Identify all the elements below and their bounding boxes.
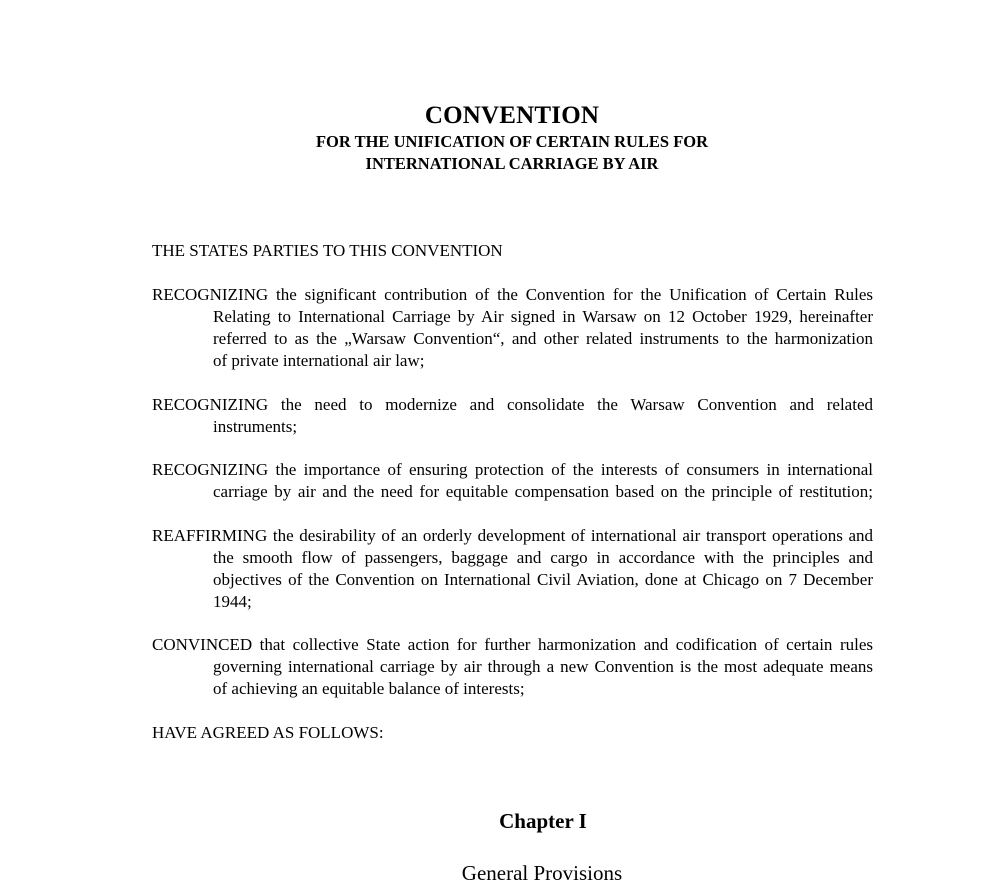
document-subtitle-line-2: INTERNATIONAL CARRIAGE BY AIR bbox=[365, 154, 659, 173]
preamble-clause-reaffirming bbox=[152, 525, 873, 613]
clause-line: referred to as the „Warsaw Convention“, and other related instruments to the harmonization bbox=[213, 329, 873, 348]
clause-line: RECOGNIZING the need to modernize and consolidate the Warsaw Convention and related bbox=[152, 395, 873, 414]
chapter-title: General Provisions bbox=[461, 861, 623, 885]
clause-line: the smooth flow of passengers, baggage and cargo in accordance with the principles and bbox=[213, 548, 873, 567]
preamble-clause-recognizing-modernize bbox=[152, 394, 873, 438]
clause-line: CONVINCED that collective State action for further harmonization and codification of certain rules bbox=[152, 635, 873, 654]
agreement-statement: HAVE AGREED AS FOLLOWS: bbox=[152, 723, 384, 742]
clause-line: instruments; bbox=[213, 417, 298, 436]
document-subtitle-line-1: FOR THE UNIFICATION OF CERTAIN RULES FOR bbox=[315, 132, 709, 151]
preamble-clause-convinced bbox=[152, 634, 873, 700]
clause-line: REAFFIRMING the desirability of an orderly development of international air transport operations and bbox=[152, 526, 873, 545]
preamble-intro: THE STATES PARTIES TO THIS CONVENTION bbox=[152, 241, 503, 260]
clause-line: carriage by air and the need for equitable compensation based on the principle of restitution; bbox=[213, 482, 873, 501]
clause-line: governing international carriage by air through a new Convention is the most adequate means bbox=[213, 657, 873, 676]
preamble-clause-recognizing-contribution bbox=[152, 284, 873, 372]
clause-line: RECOGNIZING the significant contribution of the Convention for the Unification of Certain Rules bbox=[152, 285, 873, 304]
preamble-clause-recognizing-consumers bbox=[152, 459, 873, 503]
clause-line: 1944; bbox=[213, 592, 252, 611]
clause-line: of private international air law; bbox=[213, 351, 425, 370]
clause-line: objectives of the Convention on International Civil Aviation, done at Chicago on 7 December bbox=[213, 570, 873, 589]
clause-line: Relating to International Carriage by Air signed in Warsaw on 12 October 1929, hereinafter bbox=[213, 307, 873, 326]
clause-line: RECOGNIZING the importance of ensuring protection of the interests of consumers in international bbox=[152, 460, 873, 479]
clause-line: of achieving an equitable balance of interests; bbox=[213, 679, 525, 698]
chapter-heading: Chapter I bbox=[499, 809, 587, 833]
document-title: CONVENTION bbox=[424, 102, 600, 129]
